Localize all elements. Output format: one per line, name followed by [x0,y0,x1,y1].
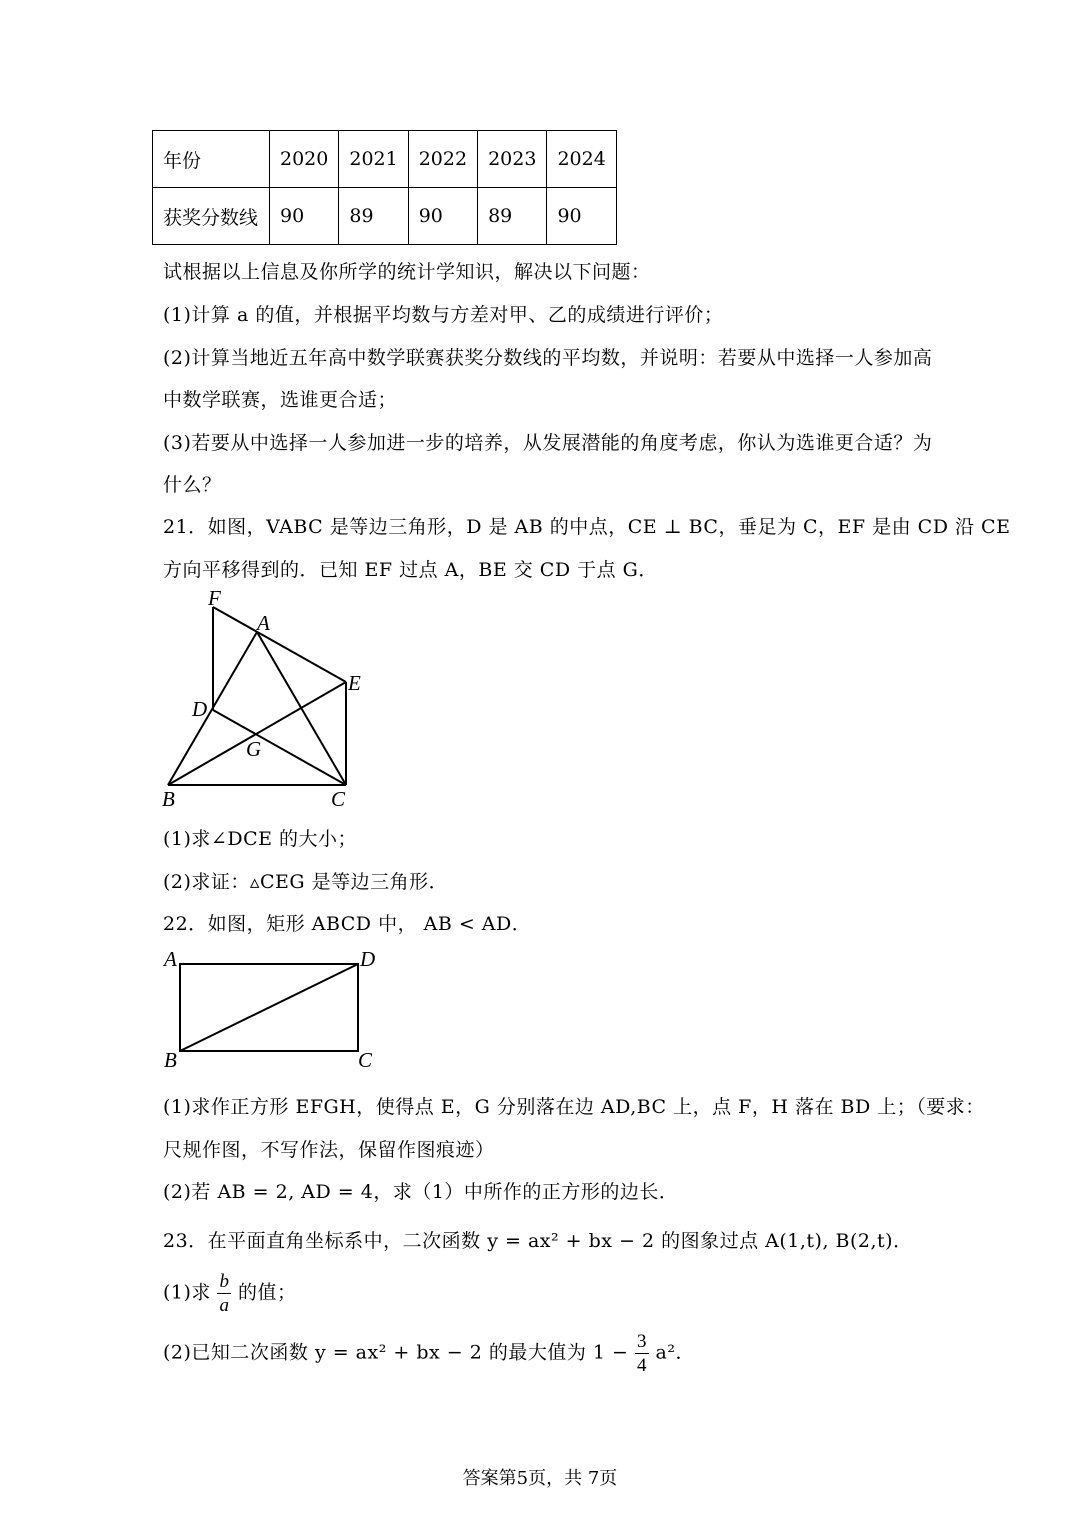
label-D: D [360,947,376,971]
q22-part1-line2: 尺规作图，不写作法，保留作图痕迹） [163,1139,495,1161]
label-A: A [257,611,270,635]
q21-part1: (1)求∠DCE 的大小； [163,828,358,850]
q22-part2: (2)若 AB = 2, AD = 4，求（1）中所作的正方形的边长． [163,1181,679,1203]
fraction-denominator: a [219,1295,230,1316]
score-table [152,130,617,245]
score-cell: 89 [478,188,547,245]
score-cell: 90 [547,188,616,245]
label-B: B [162,787,175,811]
year-cell: 2023 [478,131,547,188]
intro-text: 试根据以上信息及你所学的统计学知识，解决以下问题： [163,261,651,283]
fraction-numerator: 3 [637,1331,647,1352]
fraction-denominator: 4 [637,1355,647,1376]
label-E: E [348,671,361,695]
q21-stem-line2: 方向平移得到的．已知 EF 过点 A，BE 交 CD 于点 G． [163,559,658,581]
q23-part2-suffix: a²． [655,1341,695,1364]
q20-part1: (1)计算 a 的值，并根据平均数与方差对甲、乙的成绩进行评价； [163,304,724,326]
q22-stem: 22．如图，矩形 ABCD 中， AB < AD． [163,913,532,935]
diagonal-BD [180,964,358,1051]
year-cell: 2022 [408,131,477,188]
label-G: G [246,737,262,761]
q22-part1-line1: (1)求作正方形 EFGH，使得点 E，G 分别落在边 AD,BC 上，点 F，H 落在 BD 上；（要求： [163,1096,985,1118]
table-row-label: 获奖分数线 [153,188,270,245]
q20-part3-line1: (3)若要从中选择一人参加进一步的培养，从发展潜能的角度考虑，你认为选谁更合适？为 [163,432,933,454]
q23-stem: 23．在平面直角坐标系中，二次函数 y = ax² + bx − 2 的图象过点 A(1,t), B(2,t)． [163,1230,913,1252]
page-footer: 答案第5页，共 7页 [462,1468,618,1489]
label-B: B [164,1048,177,1072]
score-cell: 90 [408,188,477,245]
q23-part2 [163,1332,695,1375]
q23-part1 [163,1272,297,1315]
q20-part3-line2: 什么？ [163,474,222,496]
score-cell: 89 [339,188,408,245]
fraction-3-over-4 [635,1332,649,1375]
q23-part2-prefix: (2)已知二次函数 y = ax² + bx − 2 的最大值为 1 − [163,1341,629,1364]
q23-part1-prefix: (1)求 [163,1281,211,1304]
q22-figure [160,945,390,1075]
fraction-numerator: b [219,1271,230,1292]
label-C: C [358,1048,373,1072]
table-header-label: 年份 [153,131,270,188]
fraction-b-over-a [217,1272,231,1315]
q21-part2: (2)求证：▵CEG 是等边三角形． [163,871,449,893]
year-cell: 2021 [339,131,408,188]
table-row [153,131,617,188]
label-C: C [331,787,346,811]
q21-stem-line1: 21．如图，VABC 是等边三角形，D 是 AB 的中点，CE ⊥ BC，垂足为 C，EF 是由 CD 沿 CE [163,516,1011,538]
q20-part2-line1: (2)计算当地近五年高中数学联赛获奖分数线的平均数，并说明：若要从中选择一人参加高 [163,347,933,369]
q21-figure [150,585,380,815]
score-cell: 90 [270,188,339,245]
label-F: F [208,586,221,610]
year-cell: 2024 [547,131,616,188]
q23-part1-suffix: 的值； [238,1281,297,1304]
q20-part2-line2: 中数学联赛，选谁更合适； [163,389,398,411]
year-cell: 2020 [270,131,339,188]
label-A: A [164,947,177,971]
table-row [153,188,617,245]
label-D: D [192,697,208,721]
